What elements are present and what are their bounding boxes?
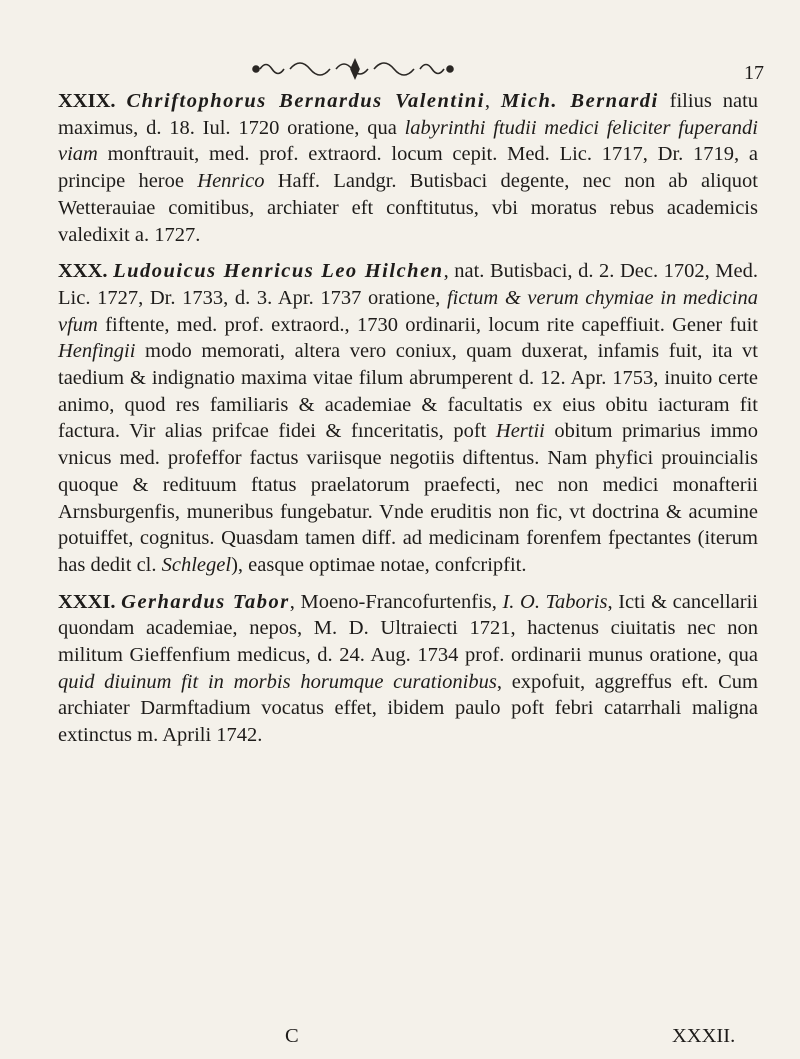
entry-number: XXXI. bbox=[58, 590, 116, 613]
entry-xxix bbox=[58, 88, 758, 248]
italic-text: Schlegel bbox=[161, 553, 232, 576]
main-text bbox=[58, 88, 758, 759]
italic-text: labyrinthi ftudii medici feliciter fuperandi viam bbox=[58, 116, 758, 166]
text-run: Haff. Landgr. Butisbaci degente, nec non ab aliquot Wetterauiae comitibus, archiater eft conftitutus, vbi moratus rebus academicis valedixit a. 1727. bbox=[58, 170, 758, 246]
text-run: obitum primarius immo vnicus med. profeffor factus variisque negotiis diftentus. Nam phyfici prouincialis quoque & redituum ftatus praelatorum praefecti, nec non medici monafterii Arnsburgenfis, muneribus fungebatur. Vnde eruditis non fic, vt doctrina & acumine potuiffet, cognitus. Quasdam tamen diff. ad medicinam forenfem fpectantes (iterum has dedit cl. bbox=[58, 420, 758, 576]
page-number: 17 bbox=[744, 62, 764, 84]
catchword: XXXII. bbox=[672, 1025, 736, 1047]
text-run: , nat. Butisbaci, d. 2. Dec. 1702, Med. Lic. 1727, Dr. 1733, d. 3. Apr. 1737 oratione, bbox=[58, 260, 759, 309]
text-run: , Moeno-Francofurtenfis, bbox=[289, 590, 503, 613]
entry-xxx bbox=[58, 258, 758, 578]
text-run: modo memorati, altera vero coniux, quam duxerat, infamis fuit, ita vt taedium & indignatio maxima vitae filum abrumperent d. 12. Apr. 1753, inuito certe animo, quod res familiaris & academiae & facultatis ex eius obitu iacturam fit factura. Vir alias prifcae fidei & fınceritatis, poft bbox=[58, 340, 758, 443]
text-run: , bbox=[484, 90, 501, 112]
text-run: , Icti & cancellarii quondam academiae, nepos, M. D. Ultraiecti 1721, hactenus ciuitatis nec non militum Gieffenfium medicus, d. 24. Aug. 1734 prof. ordinarii munus oratione, qua bbox=[58, 590, 758, 667]
person-name: Gerhardus Tabor bbox=[121, 590, 290, 613]
italic-text: Hertii bbox=[495, 420, 545, 443]
italic-text: quid diuinum fit in morbis horumque curationibus bbox=[58, 670, 497, 693]
text-run: filius natu maximus, d. 18. Iul. 1720 oratione, qua bbox=[58, 90, 759, 139]
person-name: Ludouicus Henricus Leo Hilchen bbox=[113, 260, 444, 283]
text-run: ), easque optimae notae, confcripfit. bbox=[231, 553, 527, 576]
entry-xxxi bbox=[58, 589, 758, 749]
entry-number: XXX. bbox=[58, 260, 108, 283]
italic-text: fictum & verum chymiae in medicina vfum bbox=[58, 286, 758, 336]
person-name: Mich. Bernardi bbox=[500, 90, 659, 112]
italic-text: Henrico bbox=[197, 170, 265, 193]
entry-number: XXIX. bbox=[58, 90, 116, 112]
signature-mark: C bbox=[285, 1025, 299, 1047]
italic-text: I. O. Taboris bbox=[502, 590, 608, 613]
decorative-ornament-icon bbox=[250, 56, 460, 82]
text-run: , expofuit, aggreffus eft. Cum archiater Darmftadium vocatus effet, ibidem paulo poft febri catarrhali maligna extinctus m. Aprili 1742. bbox=[58, 670, 758, 747]
italic-text: Henfingii bbox=[58, 340, 136, 363]
text-run: fiftente, med. prof. extraord., 1730 ordinarii, locum rite capeffiuit. Gener fuit bbox=[97, 313, 758, 336]
text-run: monftrauit, med. prof. extraord. locum cepit. Med. Lic. 1717, Dr. 1719, a principe heroe bbox=[58, 143, 758, 193]
person-name: Chriftophorus Bernardus Valentini bbox=[126, 90, 485, 112]
